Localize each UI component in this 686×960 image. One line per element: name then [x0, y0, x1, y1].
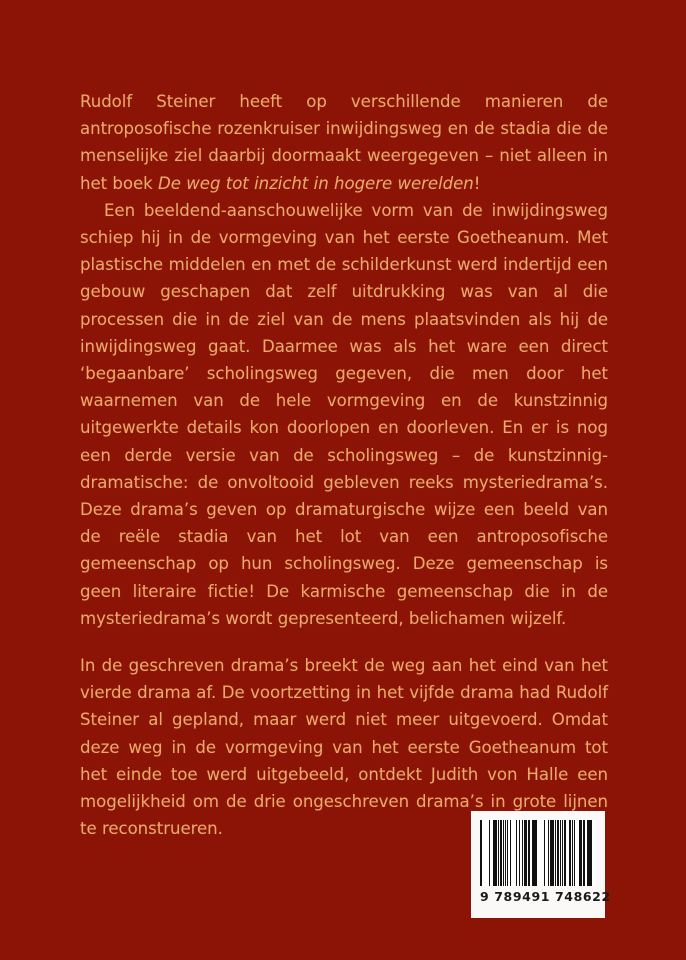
blurb-paragraph-2: Een beeldend-aanschouwelijke vorm van de inwijdingsweg schiep hij in de vormgeving van het eerste Goetheanum. Met plastische middelen en met de schilderkunst werd indertijd een gebouw geschapen dat zelf uitdrukking was van al die processen die in de ziel van de mens plaatsvinden als hij de inwijdingsweg gaat. Daarmee was als het ware een direct ‘begaanbare’ scholingsweg gegeven, die men door het waarnemen van de hele vormgeving en de kunstzinnig uitgewerkte details kon doorlopen en doorleven. En er is nog een derde versie van de scholingsweg – de kunstzinnig-dramatische: de onvoltooid gebleven reeks mysteriedrama’s. Deze drama’s geven op dramaturgische wijze een beeld van de reële stadia van het lot van een antroposofische gemeenschap op hun scholingsweg. Deze gemeenschap is geen literaire fictie! De karmische gemeenschap die in de mysteriedrama’s wordt gepresenteerd, belichamen wijzelf.	[80, 200, 608, 628]
blurb-paragraph-1-tail: !	[473, 173, 481, 193]
barcode-block	[471, 811, 611, 918]
blurb-paragraph-3: In de geschreven drama’s breekt de weg aan het eind van het vierde drama af. De voortzetting in het vijfde drama had Rudolf Steiner al gepland, maar werd niet meer uitgevoerd. Omdat deze weg in de vormgeving van het eerste Goetheanum tot het einde toe werd uitgebeeld, ontdekt Judith von Halle een mogelijkheid om de drie ongeschreven drama’s in grote lijnen te reconstrueren.	[80, 656, 608, 839]
barcode-digits: 9 789491 748622	[480, 889, 611, 904]
blurb-paragraph-1-lead: Rudolf Steiner heeft op verschillende manieren de antroposofische rozenkruiser inwijdingsweg en de stadia die de menselijke ziel daarbij doormaakt weergegeven – niet alleen in het boek	[80, 92, 608, 193]
referenced-book-title: De weg tot inzicht in hogere werelden	[158, 173, 474, 193]
blurb-text-block	[80, 88, 608, 842]
blurb-paragraph-1	[80, 88, 608, 197]
barcode-bar	[594, 820, 595, 886]
barcode-icon	[480, 820, 596, 886]
